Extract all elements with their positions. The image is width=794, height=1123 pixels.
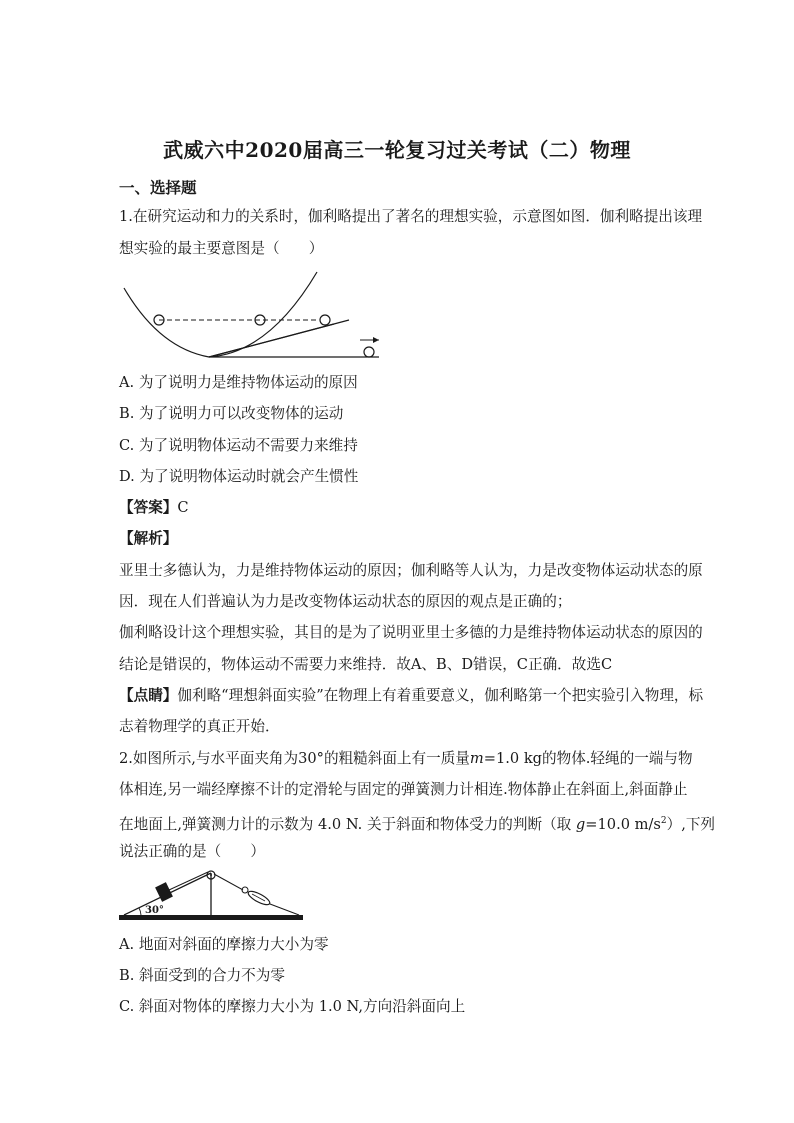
comment-tag: 【点睛】 <box>119 687 178 704</box>
q2-stem-line-2: 体相连,另一端经摩擦不计的定滑轮与固定的弹簧测力计相连.物体静止在斜面上,斜面静止 <box>119 781 688 798</box>
q2-stem-text: =1.0 kg的物体.轻绳的一端与物 <box>483 750 693 767</box>
q2-stem-line-1 <box>119 749 693 769</box>
gravity-symbol: g <box>575 815 586 833</box>
q1-option-a: A. 为了说明力是维持物体运动的原因 <box>119 374 358 391</box>
q1-option-c: C. 为了说明物体运动不需要力来维持 <box>119 437 358 454</box>
q2-option-c: C. 斜面对物体的摩擦力大小为 1.0 N,方向沿斜面向上 <box>119 998 466 1015</box>
q2-stem-line-4: 说法正确的是（ ） <box>119 843 265 860</box>
q1-comment-line-1 <box>119 686 703 706</box>
exponent: 2 <box>660 816 667 826</box>
section-heading: 一、选择题 <box>119 178 197 197</box>
q1-stem-line-2: 想实验的最主要意图是（ ） <box>119 240 324 257</box>
q2-option-b: B. 斜面受到的合力不为零 <box>119 967 285 984</box>
galileo-ideal-experiment-figure <box>119 268 389 362</box>
mass-symbol: m <box>469 750 484 767</box>
q1-answer <box>119 498 189 518</box>
q1-option-d: D. 为了说明物体运动时就会产生惯性 <box>119 468 359 485</box>
answer-value: C <box>177 499 189 516</box>
q2-stem-line-3 <box>119 811 715 835</box>
q2-stem-text: 在地面上,弹簧测力计的示数为 4.0 N. 关于斜面和物体受力的判断（取 <box>119 815 576 833</box>
q1-analysis-line-3: 伽利略设计这个理想实验，其目的是为了说明亚里士多德的力是维持物体运动状态的原因的 <box>119 624 703 641</box>
q1-analysis-line-2: 因．现在人们普遍认为力是改变物体运动状态的原因的观点是正确的； <box>119 593 572 610</box>
q2-option-a: A. 地面对斜面的摩擦力大小为零 <box>119 936 329 953</box>
q2-stem-text: 2.如图所示,与水平面夹角为30°的粗糙斜面上有一质量 <box>119 750 470 767</box>
page-title: 武威六中2020届高三一轮复习过关考试（二）物理 <box>163 138 631 162</box>
angle-label: 30° <box>145 905 164 916</box>
q1-analysis-line-4: 结论是错误的，物体运动不需要力来维持．故A、B、D错误，C正确．故选C <box>119 656 613 673</box>
q1-analysis-line-1: 亚里士多德认为，力是维持物体运动的原因；伽利略等人认为，力是改变物体运动状态的原 <box>119 562 703 579</box>
incline-spring-scale-figure <box>119 868 307 926</box>
q2-stem-text: =10.0 m/s <box>585 815 661 833</box>
comment-text: 伽利略“理想斜面实验”在物理上有着重要意义，伽利略第一个把实验引入物理，标 <box>177 687 704 704</box>
q1-stem-line-1: 1.在研究运动和力的关系时，伽利略提出了著名的理想实验，示意图如图．伽利略提出该理 <box>119 208 703 225</box>
q1-option-b: B. 为了说明力可以改变物体的运动 <box>119 405 344 422</box>
q2-stem-text: ）,下列 <box>666 815 716 833</box>
analysis-tag: 【解析】 <box>119 530 178 547</box>
q1-comment-line-2: 志着物理学的真正开始． <box>119 718 280 735</box>
answer-tag: 【答案】 <box>119 499 178 516</box>
